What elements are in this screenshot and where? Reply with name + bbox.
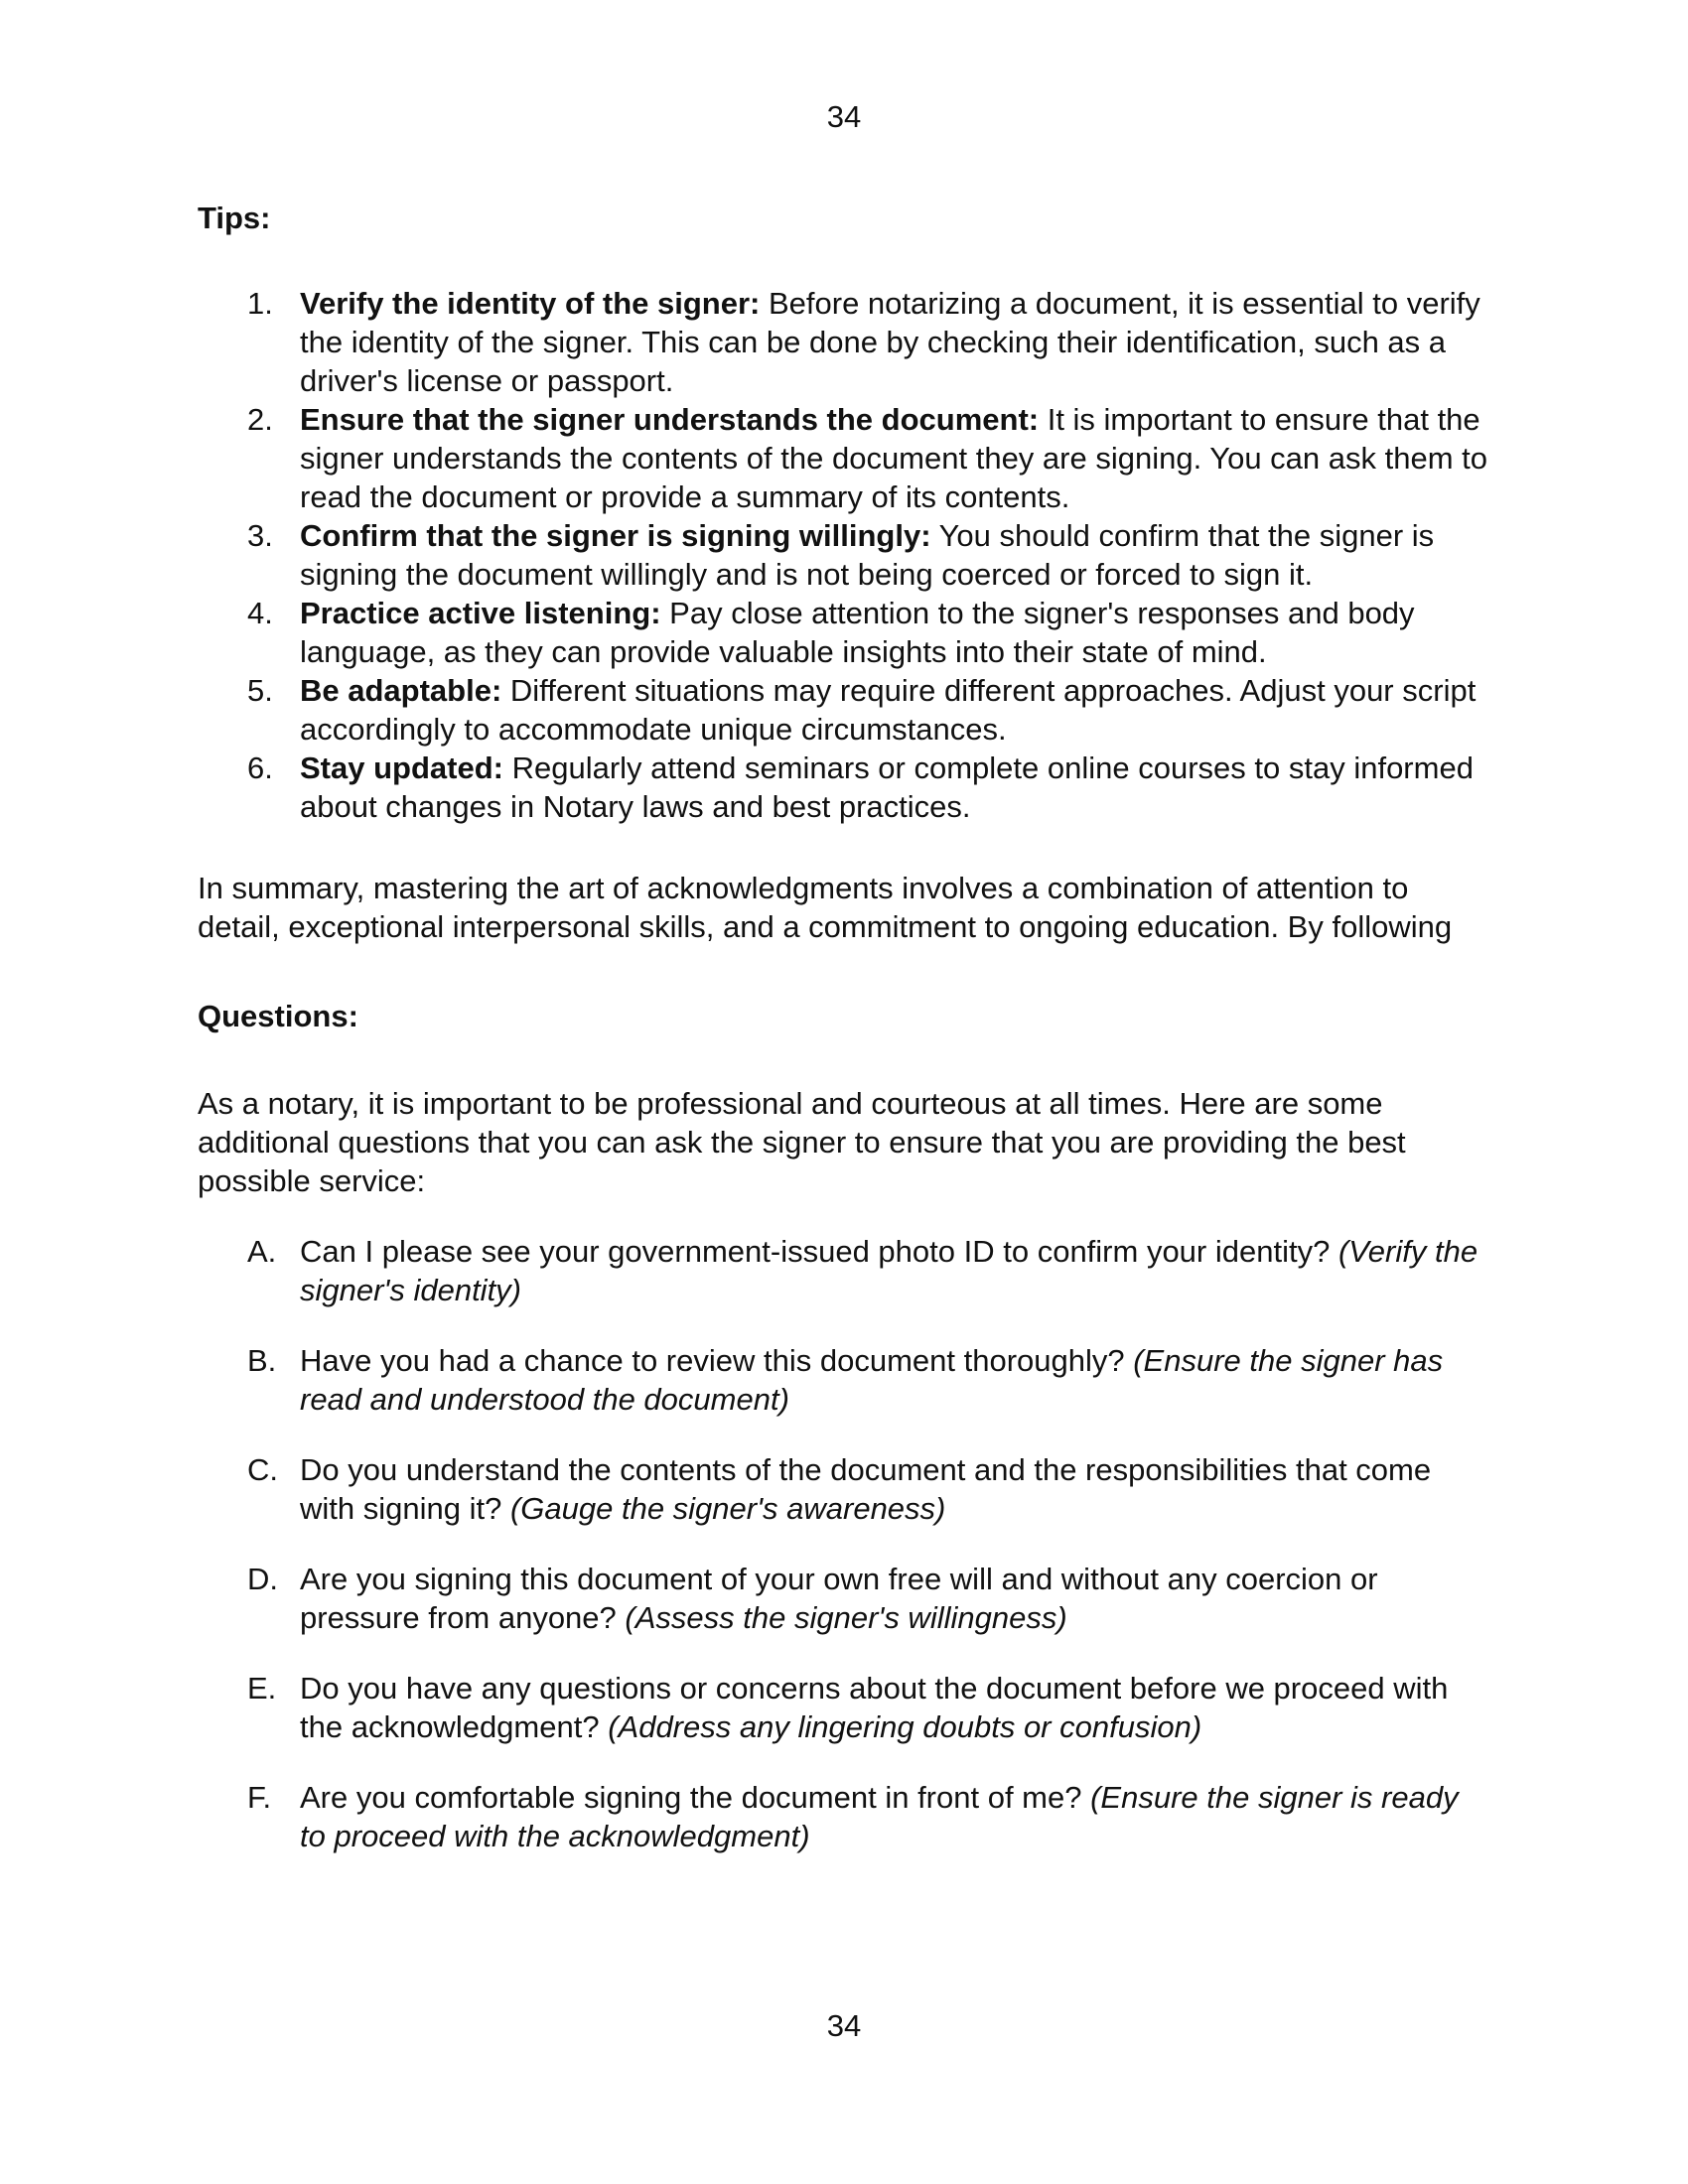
- question-note: (Assess the signer's willingness): [625, 1600, 1067, 1635]
- tip-text: Pay close attention to the signer's responses and body language, as they can provide valuable insights into their state of mind.: [300, 596, 1415, 669]
- tip-number: 3.: [247, 518, 273, 553]
- question-text: Are you signing this document of your own free will and without any coercion or pressure from anyone?: [300, 1562, 1378, 1635]
- tip-item: [198, 671, 1488, 749]
- tip-text: Different situations may require different approaches. Adjust your script accordingly to accommodate unique circumstances.: [300, 673, 1477, 747]
- tip-item: [198, 284, 1488, 400]
- questions-intro: As a notary, it is important to be professional and courteous at all times. Here are some additional questions that you can ask the signer to ensure that you are providing the best possible service:: [198, 1086, 1406, 1198]
- question-text: Can I please see your government-issued photo ID to confirm your identity?: [300, 1234, 1338, 1269]
- question-note: (Ensure the signer is ready to proceed with the acknowledgment): [300, 1780, 1459, 1853]
- tip-title: Verify the identity of the signer:: [300, 286, 761, 321]
- question-item: [198, 1232, 1488, 1309]
- question-item: [198, 1560, 1488, 1637]
- question-letter: D.: [247, 1562, 278, 1596]
- tip-item: [198, 400, 1488, 516]
- question-letter: C.: [247, 1452, 278, 1487]
- tips-heading: Tips:: [198, 201, 271, 235]
- tip-item: [198, 594, 1488, 671]
- tip-title: Practice active listening:: [300, 596, 661, 630]
- question-item: [198, 1341, 1488, 1419]
- questions-list: [198, 1232, 1488, 1855]
- page-number-bottom: 34: [826, 2008, 862, 2043]
- tip-text: Before notarizing a document, it is essential to verify the identity of the signer. This can be done by checking their identification, such as a driver's license or passport.: [300, 286, 1480, 398]
- tips-list: [198, 284, 1488, 826]
- tip-title: Stay updated:: [300, 751, 503, 785]
- tip-title: Confirm that the signer is signing willingly:: [300, 518, 931, 553]
- question-note: (Address any lingering doubts or confusion): [608, 1709, 1202, 1744]
- question-note: (Ensure the signer has read and understood the document): [300, 1343, 1444, 1417]
- question-text: Do you understand the contents of the document and the responsibilities that come with signing it?: [300, 1452, 1432, 1526]
- question-text: Have you had a chance to review this document thoroughly?: [300, 1343, 1134, 1378]
- tip-number: 5.: [247, 673, 273, 708]
- question-item: [198, 1669, 1488, 1746]
- tip-text: Regularly attend seminars or complete online courses to stay informed about changes in Notary laws and best practices.: [300, 751, 1474, 824]
- question-text: Are you comfortable signing the document in front of me?: [300, 1780, 1091, 1815]
- question-letter: E.: [247, 1671, 277, 1706]
- question-item: [198, 1450, 1488, 1528]
- question-note: (Verify the signer's identity): [300, 1234, 1478, 1307]
- tip-number: 4.: [247, 596, 273, 630]
- tip-title: Ensure that the signer understands the document:: [300, 402, 1040, 437]
- tip-item: [198, 516, 1488, 594]
- question-letter: F.: [247, 1780, 272, 1815]
- tip-text: You should confirm that the signer is signing the document willingly and is not being coerced or forced to sign it.: [300, 518, 1435, 592]
- tip-number: 1.: [247, 286, 273, 321]
- tip-text: It is important to ensure that the signer understands the contents of the document they are signing. You can ask them to read the document or provide a summary of its contents.: [300, 402, 1487, 514]
- questions-heading: Questions:: [198, 999, 358, 1033]
- tip-item: [198, 749, 1488, 826]
- tip-number: 2.: [247, 402, 273, 437]
- summary-paragraph: In summary, mastering the art of acknowledgments involves a combination of attention to detail, exceptional interpersonal skills, and a commitment to ongoing education. By following: [198, 871, 1453, 944]
- question-item: [198, 1778, 1488, 1855]
- question-text: Do you have any questions or concerns about the document before we proceed with the acknowledgment?: [300, 1671, 1449, 1744]
- page-content: [198, 199, 1488, 1887]
- question-letter: B.: [247, 1343, 277, 1378]
- question-note: (Gauge the signer's awareness): [509, 1491, 946, 1526]
- tip-number: 6.: [247, 751, 273, 785]
- question-letter: A.: [247, 1234, 277, 1269]
- tip-title: Be adaptable:: [300, 673, 502, 708]
- page-number-top: 34: [826, 99, 862, 134]
